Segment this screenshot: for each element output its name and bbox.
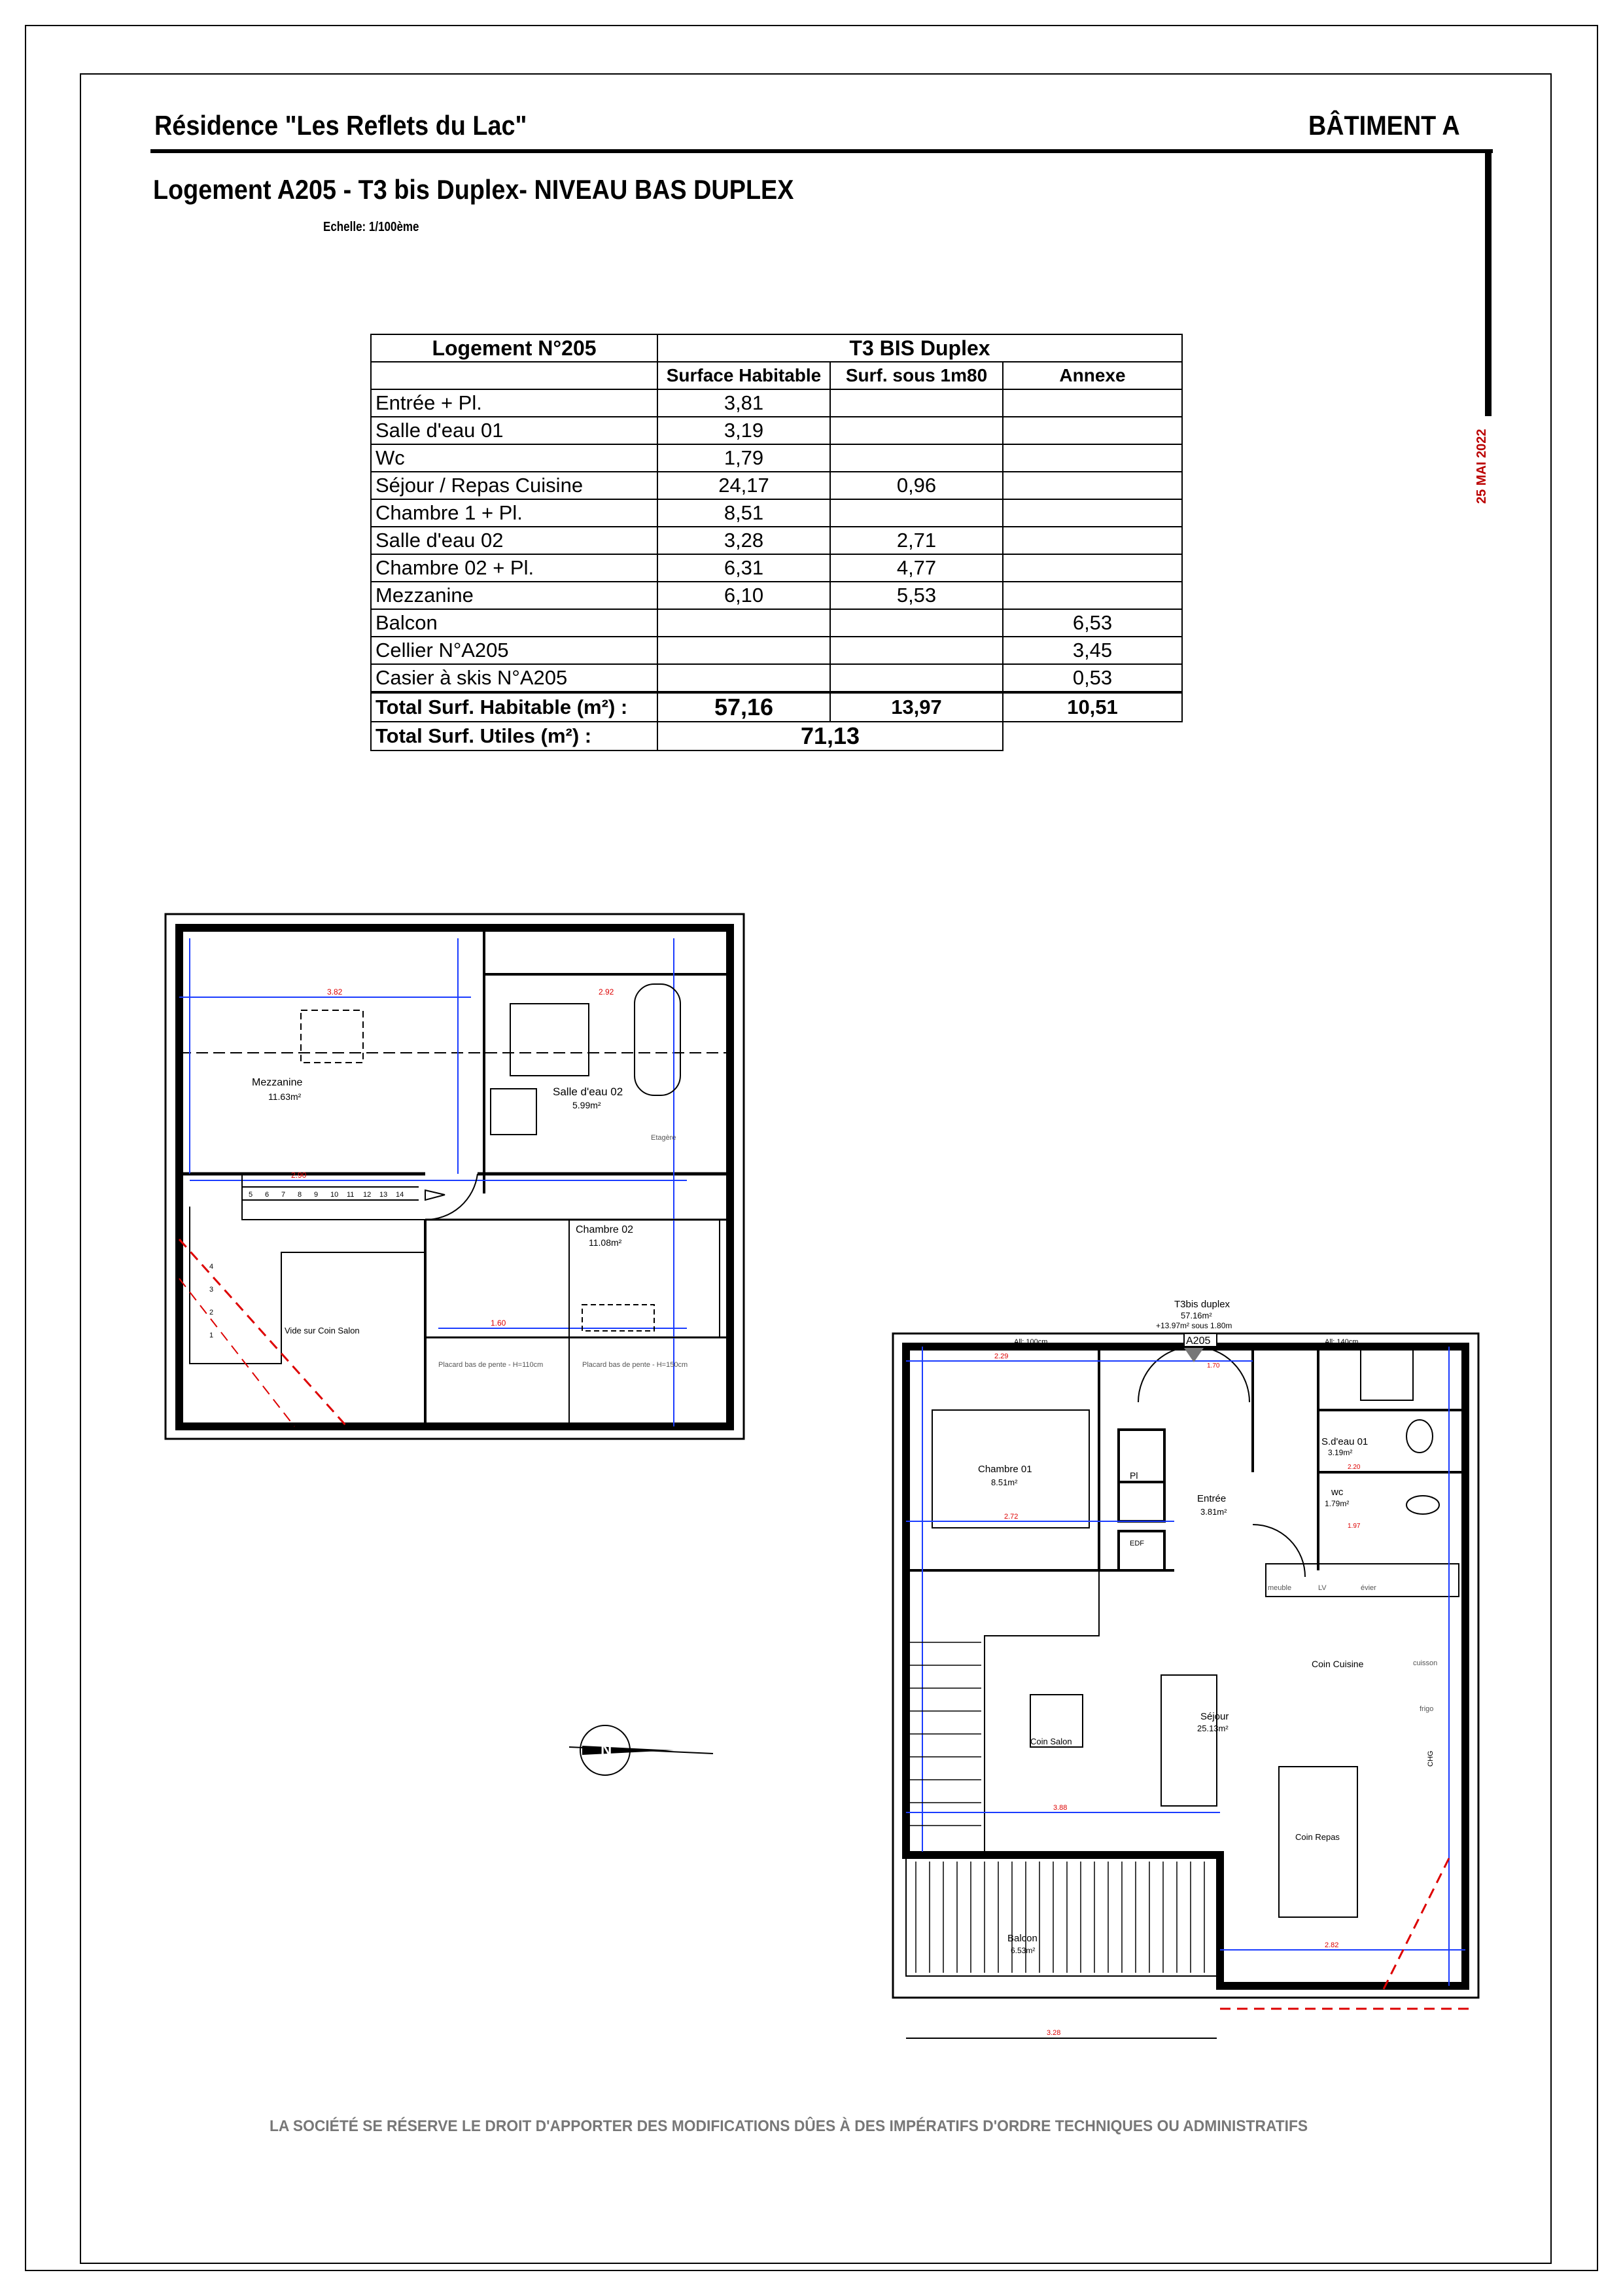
meuble-label: meuble [1268,1584,1292,1592]
table-cell-sous [830,417,1003,444]
table-cell-label: Balcon [371,609,657,637]
table-cell-label: Casier à skis N°A205 [371,664,657,692]
dim-292: 2.92 [599,987,614,997]
sde02-label: Salle d'eau 02 [553,1086,623,1098]
table-cell-annexe [1003,554,1182,582]
dim-388: 3.88 [1053,1804,1068,1812]
footer-disclaimer: LA SOCIÉTÉ SE RÉSERVE LE DROIT D'APPORTER DES MODIFICATIONS DÛES À DES IMPÉRATIFS D'ORDRE TECHNIQUES OU ADMINISTRATIFS [270,2117,1308,2135]
all100-label: All: 100cm [1014,1338,1048,1346]
table-cell-sous: 2,71 [830,527,1003,554]
table-cell-hab: 24,17 [657,472,830,499]
table-cell-label: Mezzanine [371,582,657,609]
dim-290: 2.90 [291,1171,307,1180]
total-hab-label: Total Surf. Habitable (m²) : [371,692,657,722]
title-rule-vertical [1485,149,1492,416]
chambre01-area: 8.51m² [991,1477,1018,1487]
table-cell-sous: 0,96 [830,472,1003,499]
wc-area: 1.79m² [1325,1499,1350,1508]
dim-170: 1.70 [1207,1362,1220,1369]
plan-lower-svg [886,1282,1488,2055]
title-rule [150,149,1493,153]
plan-upper-svg [164,912,746,1441]
total-annexe-value: 10,51 [1003,692,1182,722]
dim-197: 1.97 [1348,1523,1361,1530]
total-utiles-label: Total Surf. Utiles (m²) : [371,722,657,751]
mezzanine-area: 11.63m² [268,1091,302,1102]
stair-number: 1 [209,1332,214,1339]
wc-label: wc [1331,1487,1344,1498]
logement-title: Logement A205 - T3 bis Duplex- NIVEAU BAS DUPLEX [153,174,794,205]
stair-number: 14 [396,1191,404,1199]
table-cell-sous [830,664,1003,692]
chambre02-label: Chambre 02 [576,1224,634,1235]
stair-number: 3 [209,1286,214,1294]
stair-number: 6 [265,1191,270,1199]
table-cell-label: Cellier N°A205 [371,637,657,664]
unit-sous-label: +13.97m² sous 1.80m [1156,1321,1232,1330]
chambre02-area: 11.08m² [589,1237,622,1248]
table-cell-annexe [1003,499,1182,527]
lv-label: LV [1318,1584,1327,1592]
table-cell-annexe [1003,417,1182,444]
col-annexe: Annexe [1003,362,1182,389]
table-cell-label: Entrée + Pl. [371,389,657,417]
table-cell-hab: 8,51 [657,499,830,527]
stair-number: 12 [363,1191,372,1199]
dim-220: 2.20 [1348,1464,1361,1471]
scale-label: Echelle: 1/100ème [323,220,419,234]
table-cell-annexe [1003,389,1182,417]
svg-text:N: N [601,1741,612,1759]
placard2-label: Placard bas de pente - H=150cm [582,1361,688,1369]
table-cell-annexe [1003,582,1182,609]
table-cell-label: Salle d'eau 02 [371,527,657,554]
cuisine-label: Coin Cuisine [1312,1659,1364,1669]
table-cell-hab: 6,10 [657,582,830,609]
dim-229: 2.29 [994,1352,1009,1360]
edf-label: EDF [1130,1540,1144,1547]
sejour-area: 25.13m² [1197,1723,1229,1733]
dim-272: 2.72 [1004,1513,1019,1521]
table-title-left: Logement N°205 [371,334,657,362]
total-sous-value: 13,97 [830,692,1003,722]
table-cell-sous: 5,53 [830,582,1003,609]
table-row [371,472,1182,499]
dim-328: 3.28 [1047,2029,1061,2037]
table-row [371,582,1182,609]
stair-number: 5 [249,1191,253,1199]
stair-number: 8 [298,1191,302,1199]
sde01-area: 3.19m² [1328,1448,1353,1457]
table-cell-hab: 3,81 [657,389,830,417]
table-cell-hab: 3,28 [657,527,830,554]
table-row [371,417,1182,444]
stair-number: 2 [209,1309,214,1316]
table-row [371,499,1182,527]
dim-160: 1.60 [491,1318,506,1328]
north-arrow-svg [556,1714,720,1786]
surface-table [370,334,1183,751]
table-cell-label: Chambre 02 + Pl. [371,554,657,582]
chambre01-label: Chambre 01 [978,1464,1032,1475]
table-cell-annexe [1003,527,1182,554]
cuisson-label: cuisson [1413,1659,1438,1667]
balcon-label: Balcon [1007,1933,1038,1944]
building-title: BÂTIMENT A [1308,110,1460,141]
table-row [371,554,1182,582]
unit-area-label: 57.16m² [1181,1311,1212,1320]
table-cell-annexe: 3,45 [1003,637,1182,664]
vide-label: Vide sur Coin Salon [285,1326,360,1335]
stair-number: 13 [379,1191,388,1199]
table-cell-sous [830,609,1003,637]
placard1-label: Placard bas de pente - H=110cm [438,1361,544,1369]
table-cell-annexe [1003,472,1182,499]
table-cell-label: Chambre 1 + Pl. [371,499,657,527]
table-cell-sous [830,389,1003,417]
table-row [371,527,1182,554]
table-cell-hab: 6,31 [657,554,830,582]
stair-number: 7 [281,1191,286,1199]
stair-number: 11 [347,1191,355,1199]
residence-title: Résidence "Les Reflets du Lac" [154,110,527,141]
table-cell-sous [830,444,1003,472]
table-cell-hab [657,664,830,692]
table-row [371,609,1182,637]
entree-label: Entrée [1197,1493,1227,1504]
table-row [371,664,1182,692]
repas-label: Coin Repas [1295,1832,1340,1842]
stair-number: 4 [209,1263,214,1271]
table-cell-hab [657,609,830,637]
chg-label: CHG [1427,1750,1435,1767]
stair-number: 10 [330,1191,339,1199]
table-cell-sous [830,499,1003,527]
entree-area: 3.81m² [1200,1507,1227,1517]
col-sous: Surf. sous 1m80 [830,362,1003,389]
table-cell-sous: 4,77 [830,554,1003,582]
sde02-area: 5.99m² [572,1100,601,1110]
table-row [371,444,1182,472]
table-cell-annexe: 0,53 [1003,664,1182,692]
table-row [371,389,1182,417]
table-cell-hab: 1,79 [657,444,830,472]
table-cell-label: Salle d'eau 01 [371,417,657,444]
table-cell-label: Wc [371,444,657,472]
plan-upper-level [164,912,746,1441]
sde01-label: S.d'eau 01 [1321,1436,1369,1447]
col-habitable: Surface Habitable [657,362,830,389]
code-label: A205 [1186,1335,1211,1347]
balcon-area: 6.53m² [1011,1946,1036,1955]
etagere-label: Etagère [651,1134,676,1142]
evier-label: évier [1361,1584,1376,1592]
sejour-label: Séjour [1200,1711,1229,1722]
table-cell-annexe [1003,444,1182,472]
table-cell-hab: 3,19 [657,417,830,444]
salon-label: Coin Salon [1030,1737,1072,1746]
table-cell-hab [657,637,830,664]
pl-label: Pl [1130,1470,1138,1481]
table-title-right: T3 BIS Duplex [657,334,1182,362]
plan-lower-level [886,1282,1488,2055]
mezzanine-label: Mezzanine [252,1077,303,1088]
unit-type-label: T3bis duplex [1174,1299,1230,1310]
frigo-label: frigo [1420,1705,1434,1713]
table-row [371,637,1182,664]
north-arrow [556,1714,720,1786]
table-cell-sous [830,637,1003,664]
total-hab-value: 57,16 [657,692,830,722]
dim-382: 3.82 [327,987,343,997]
date-label: 25 MAI 2022 [1475,429,1489,504]
table-cell-label: Séjour / Repas Cuisine [371,472,657,499]
table-cell-annexe: 6,53 [1003,609,1182,637]
stair-number: 9 [314,1191,319,1199]
total-utiles-value: 71,13 [657,722,1003,751]
dim-282: 2.82 [1325,1941,1339,1949]
all140-label: All: 140cm [1325,1338,1359,1346]
